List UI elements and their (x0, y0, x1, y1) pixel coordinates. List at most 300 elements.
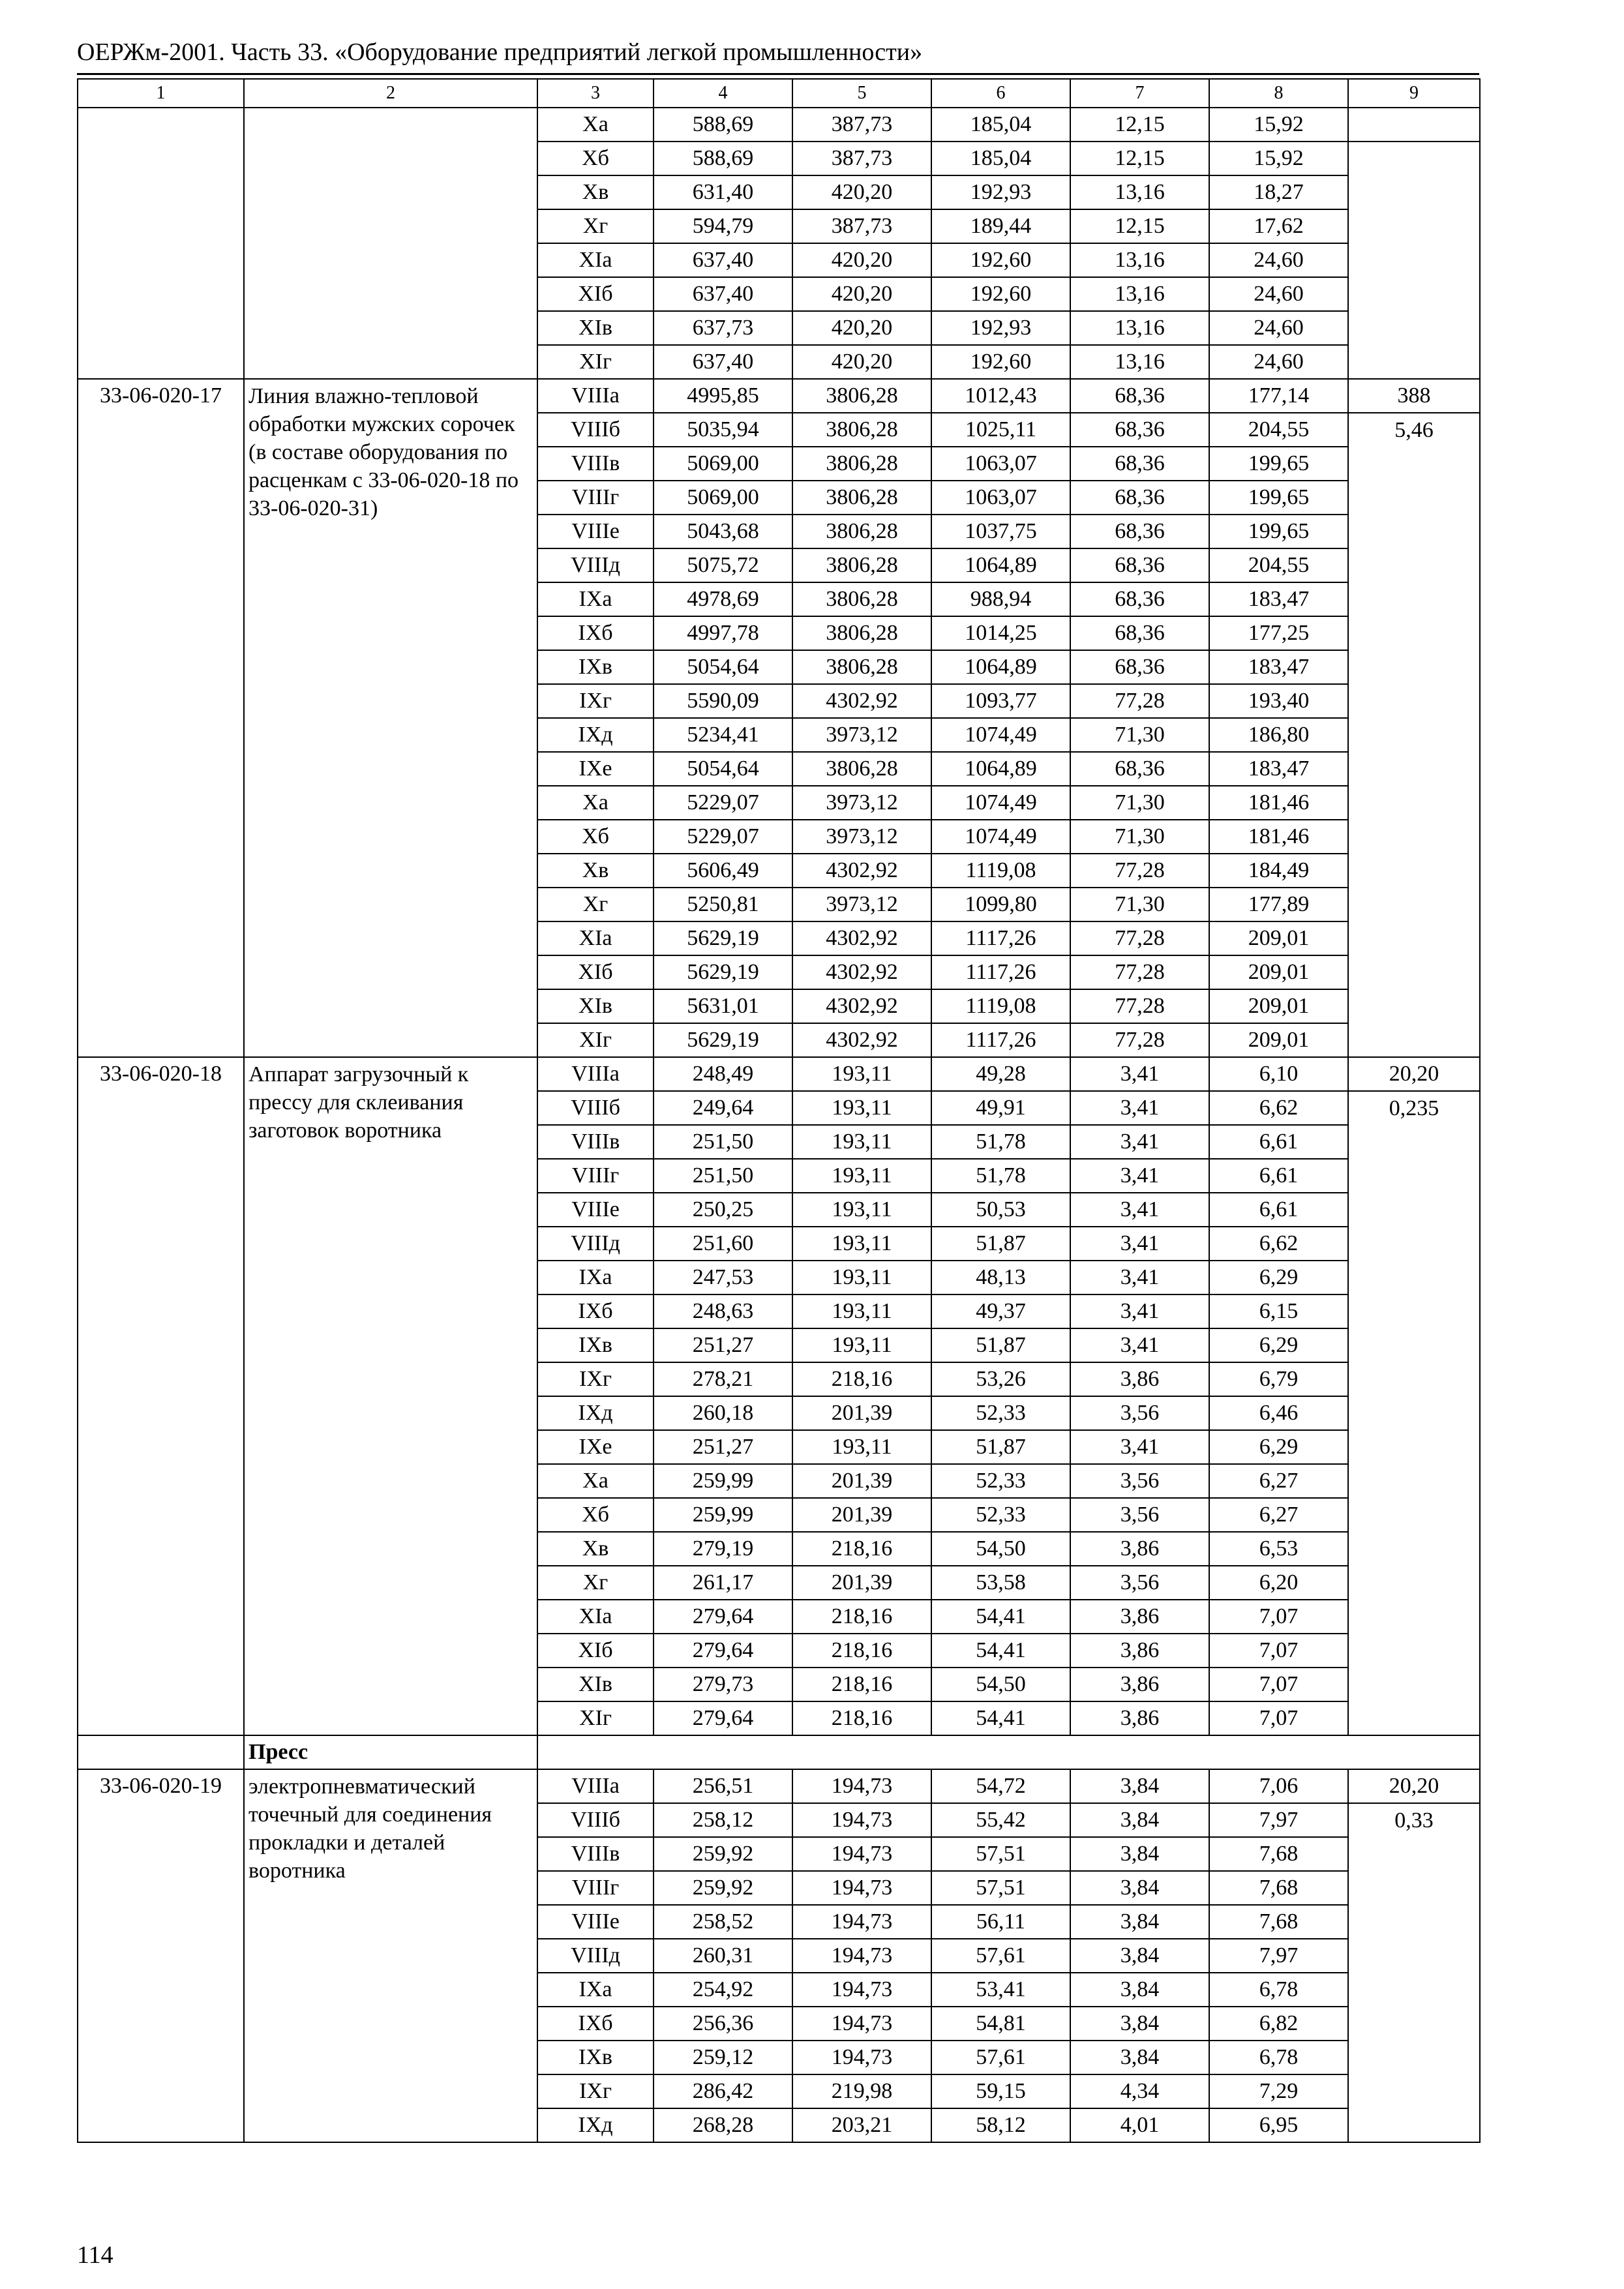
machine-cost-cell: 54,41 (931, 1600, 1070, 1634)
materials-cell: 6,61 (1209, 1193, 1348, 1227)
materials-cell: 209,01 (1209, 955, 1348, 989)
machine-cost-cell: 1064,89 (931, 548, 1070, 582)
empty-cell (1348, 1532, 1480, 1566)
machinist-wage-cell: 68,36 (1070, 413, 1209, 447)
materials-cell: 7,07 (1209, 1668, 1348, 1701)
total-cost-cell: 286,42 (654, 2074, 792, 2108)
materials-cell: 6,78 (1209, 1973, 1348, 2007)
total-cost-cell: 279,19 (654, 1532, 792, 1566)
zone-cell: IXе (537, 752, 654, 786)
wage-cell: 194,73 (792, 1803, 931, 1837)
materials-cell: 6,62 (1209, 1227, 1348, 1261)
total-cost-cell: 4997,78 (654, 616, 792, 650)
total-cost-cell: 5035,94 (654, 413, 792, 447)
empty-cell (1348, 2108, 1480, 2142)
machine-cost-cell: 55,42 (931, 1803, 1070, 1837)
total-cost-cell: 251,50 (654, 1159, 792, 1193)
machinist-wage-cell: 12,15 (1070, 142, 1209, 175)
zone-cell: VIIIе (537, 1193, 654, 1227)
total-cost-cell: 594,79 (654, 209, 792, 243)
total-cost-cell: 256,36 (654, 2007, 792, 2041)
machinist-wage-cell: 3,41 (1070, 1193, 1209, 1227)
wage-cell: 193,11 (792, 1159, 931, 1193)
total-cost-cell: 248,49 (654, 1057, 792, 1091)
zone-cell: VIIIв (537, 1837, 654, 1871)
machine-cost-cell: 1074,49 (931, 718, 1070, 752)
total-cost-cell: 261,17 (654, 1566, 792, 1600)
wage-cell: 3806,28 (792, 413, 931, 447)
wage-cell: 4302,92 (792, 955, 931, 989)
total-cost-cell: 5075,72 (654, 548, 792, 582)
materials-cell: 183,47 (1209, 582, 1348, 616)
empty-cell (1348, 684, 1480, 718)
machine-cost-cell: 50,53 (931, 1193, 1070, 1227)
empty-cell (1348, 1193, 1480, 1227)
wage-cell: 193,11 (792, 1125, 931, 1159)
zone-cell: Xa (537, 108, 654, 142)
materials-cell: 199,65 (1209, 447, 1348, 481)
machine-cost-cell: 192,93 (931, 175, 1070, 209)
wage-cell: 4302,92 (792, 854, 931, 888)
materials-cell: 24,60 (1209, 277, 1348, 311)
total-cost-cell: 5229,07 (654, 786, 792, 820)
materials-cell: 199,65 (1209, 515, 1348, 548)
wage-cell: 218,16 (792, 1600, 931, 1634)
wage-cell: 194,73 (792, 2007, 931, 2041)
empty-cell (1348, 854, 1480, 888)
total-cost-cell: 637,40 (654, 277, 792, 311)
empty-cell (1348, 650, 1480, 684)
total-cost-cell: 258,12 (654, 1803, 792, 1837)
zone-cell: XIa (537, 243, 654, 277)
machinist-wage-cell: 68,36 (1070, 379, 1209, 413)
zone-cell: IXд (537, 2108, 654, 2142)
empty-cell (1348, 2041, 1480, 2074)
wage-cell: 4302,92 (792, 921, 931, 955)
wage-cell: 420,20 (792, 243, 931, 277)
total-cost-cell: 278,21 (654, 1362, 792, 1396)
total-cost-cell: 5250,81 (654, 888, 792, 921)
wage-cell: 3806,28 (792, 752, 931, 786)
total-cost-cell: 260,31 (654, 1939, 792, 1973)
total-cost-cell: 258,52 (654, 1905, 792, 1939)
machinist-wage-cell: 3,86 (1070, 1600, 1209, 1634)
wage-cell: 194,73 (792, 1973, 931, 2007)
zone-cell: IXa (537, 1261, 654, 1294)
machinist-wage-cell: 3,86 (1070, 1634, 1209, 1668)
zone-cell: XIв (537, 989, 654, 1023)
machine-cost-cell: 49,28 (931, 1057, 1070, 1091)
machine-cost-cell: 52,33 (931, 1464, 1070, 1498)
materials-cell: 6,29 (1209, 1430, 1348, 1464)
machinist-wage-cell: 3,84 (1070, 1803, 1209, 1837)
materials-cell: 186,80 (1209, 718, 1348, 752)
weight-cell: 388 (1348, 379, 1480, 413)
total-cost-cell: 631,40 (654, 175, 792, 209)
total-cost-cell: 279,64 (654, 1701, 792, 1735)
materials-cell: 6,29 (1209, 1328, 1348, 1362)
wage-cell: 4302,92 (792, 1023, 931, 1057)
machinist-wage-cell: 77,28 (1070, 921, 1209, 955)
machine-cost-cell: 1117,26 (931, 1023, 1070, 1057)
wage-cell: 3806,28 (792, 481, 931, 515)
materials-cell: 181,46 (1209, 820, 1348, 854)
total-cost-cell: 5043,68 (654, 515, 792, 548)
empty-cell (1348, 888, 1480, 921)
machinist-wage-cell: 13,16 (1070, 277, 1209, 311)
materials-cell: 177,14 (1209, 379, 1348, 413)
machinist-wage-cell: 3,56 (1070, 1464, 1209, 1498)
wage-cell: 193,11 (792, 1227, 931, 1261)
wage-cell: 387,73 (792, 209, 931, 243)
machinist-wage-cell: 3,41 (1070, 1294, 1209, 1328)
empty-cell (1348, 582, 1480, 616)
materials-cell: 6,79 (1209, 1362, 1348, 1396)
wage-cell: 420,20 (792, 175, 931, 209)
materials-cell: 204,55 (1209, 548, 1348, 582)
total-cost-cell: 250,25 (654, 1193, 792, 1227)
zone-cell: IXб (537, 616, 654, 650)
table-row (78, 379, 1480, 413)
zone-cell: Xб (537, 1498, 654, 1532)
zone-cell: VIIIд (537, 548, 654, 582)
materials-cell: 6,95 (1209, 2108, 1348, 2142)
total-cost-cell: 5629,19 (654, 955, 792, 989)
machinist-wage-cell: 3,84 (1070, 1871, 1209, 1905)
zone-cell: XIг (537, 345, 654, 379)
materials-cell: 17,62 (1209, 209, 1348, 243)
total-cost-cell: 5631,01 (654, 989, 792, 1023)
empty-cell (1348, 277, 1480, 311)
zone-cell: VIIIв (537, 1125, 654, 1159)
materials-cell: 7,29 (1209, 2074, 1348, 2108)
total-cost-cell: 5629,19 (654, 921, 792, 955)
machinist-wage-cell: 68,36 (1070, 515, 1209, 548)
machine-cost-cell: 192,93 (931, 311, 1070, 345)
rate-code: 33-06-020-19 (78, 1769, 244, 2142)
column-number: 1 (78, 79, 244, 108)
machine-cost-cell: 53,26 (931, 1362, 1070, 1396)
empty-cell (1348, 1125, 1480, 1159)
zone-cell: IXб (537, 1294, 654, 1328)
rate-code (78, 108, 244, 379)
zone-cell: IXг (537, 2074, 654, 2108)
zone-cell: Xв (537, 854, 654, 888)
wage-cell: 387,73 (792, 108, 931, 142)
total-cost-cell: 251,60 (654, 1227, 792, 1261)
zone-cell: IXг (537, 684, 654, 718)
wage-cell: 3973,12 (792, 888, 931, 921)
wage-cell: 203,21 (792, 2108, 931, 2142)
total-cost-cell: 268,28 (654, 2108, 792, 2142)
total-cost-cell: 279,73 (654, 1668, 792, 1701)
materials-cell: 6,46 (1209, 1396, 1348, 1430)
wage-cell: 420,20 (792, 311, 931, 345)
rates-table (77, 78, 1481, 2143)
materials-cell: 6,15 (1209, 1294, 1348, 1328)
total-cost-cell: 588,69 (654, 142, 792, 175)
wage-cell: 193,11 (792, 1328, 931, 1362)
machine-cost-cell: 988,94 (931, 582, 1070, 616)
wage-cell: 218,16 (792, 1532, 931, 1566)
materials-cell: 6,78 (1209, 2041, 1348, 2074)
machinist-wage-cell: 3,41 (1070, 1159, 1209, 1193)
materials-cell: 183,47 (1209, 752, 1348, 786)
empty-cell (1348, 209, 1480, 243)
empty-cell (1348, 955, 1480, 989)
zone-cell: VIIIд (537, 1939, 654, 1973)
zone-cell: IXд (537, 1396, 654, 1430)
zone-cell: IXб (537, 2007, 654, 2041)
machine-cost-cell: 54,50 (931, 1668, 1070, 1701)
rate-code: 33-06-020-18 (78, 1057, 244, 1735)
total-cost-cell: 5229,07 (654, 820, 792, 854)
zone-cell: Xб (537, 142, 654, 175)
machinist-wage-cell: 77,28 (1070, 854, 1209, 888)
wage-cell: 219,98 (792, 2074, 931, 2108)
machine-cost-cell: 53,41 (931, 1973, 1070, 2007)
materials-cell: 181,46 (1209, 786, 1348, 820)
machine-cost-cell: 1074,49 (931, 820, 1070, 854)
materials-cell: 7,07 (1209, 1634, 1348, 1668)
empty-cell (1348, 1159, 1480, 1193)
empty-cell (1348, 447, 1480, 481)
wage-cell: 3973,12 (792, 718, 931, 752)
materials-cell: 6,27 (1209, 1498, 1348, 1532)
machinist-wage-cell: 3,86 (1070, 1362, 1209, 1396)
empty-cell (1348, 1939, 1480, 1973)
machine-cost-cell: 1119,08 (931, 854, 1070, 888)
machinist-wage-cell: 3,56 (1070, 1566, 1209, 1600)
equipment-name (244, 108, 537, 379)
zone-cell: XIa (537, 1600, 654, 1634)
machinist-wage-cell: 68,36 (1070, 582, 1209, 616)
wage-cell: 3806,28 (792, 548, 931, 582)
zone-cell: Xб (537, 820, 654, 854)
zone-cell: VIIIa (537, 1057, 654, 1091)
zone-cell: XIб (537, 277, 654, 311)
materials-cell: 193,40 (1209, 684, 1348, 718)
wage-cell: 420,20 (792, 277, 931, 311)
machine-cost-cell: 1074,49 (931, 786, 1070, 820)
zone-cell: VIIIе (537, 515, 654, 548)
zone-cell: Xa (537, 786, 654, 820)
materials-cell: 204,55 (1209, 413, 1348, 447)
empty-cell (78, 1735, 244, 1769)
materials-cell: 7,07 (1209, 1600, 1348, 1634)
materials-cell: 24,60 (1209, 345, 1348, 379)
machine-cost-cell: 1063,07 (931, 481, 1070, 515)
total-cost-cell: 5629,19 (654, 1023, 792, 1057)
zone-cell: Xг (537, 888, 654, 921)
materials-cell: 7,68 (1209, 1871, 1348, 1905)
machinist-wage-cell: 77,28 (1070, 989, 1209, 1023)
machine-cost-cell: 51,87 (931, 1430, 1070, 1464)
machinist-wage-cell: 3,84 (1070, 1837, 1209, 1871)
zone-cell: Xв (537, 1532, 654, 1566)
materials-cell: 209,01 (1209, 921, 1348, 955)
wage-cell: 194,73 (792, 1871, 931, 1905)
materials-cell: 7,06 (1209, 1769, 1348, 1803)
empty-cell (1348, 1023, 1480, 1057)
zone-cell: IXв (537, 2041, 654, 2074)
machinist-wage-cell: 3,41 (1070, 1328, 1209, 1362)
machinist-wage-cell: 3,41 (1070, 1261, 1209, 1294)
empty-cell (1348, 616, 1480, 650)
materials-cell: 7,97 (1209, 1803, 1348, 1837)
total-cost-cell: 259,92 (654, 1871, 792, 1905)
total-cost-cell: 251,50 (654, 1125, 792, 1159)
wage-cell: 201,39 (792, 1566, 931, 1600)
total-cost-cell: 5054,64 (654, 752, 792, 786)
zone-cell: Xг (537, 1566, 654, 1600)
total-cost-cell: 254,92 (654, 1973, 792, 2007)
rates-table-body (78, 79, 1480, 2142)
machinist-wage-cell: 68,36 (1070, 650, 1209, 684)
materials-cell: 177,89 (1209, 888, 1348, 921)
empty-cell (1348, 718, 1480, 752)
machinist-wage-cell: 3,84 (1070, 1939, 1209, 1973)
machinist-wage-cell: 68,36 (1070, 447, 1209, 481)
machine-cost-cell: 51,87 (931, 1227, 1070, 1261)
machinist-wage-cell: 3,41 (1070, 1091, 1209, 1125)
zone-cell: IXa (537, 1973, 654, 2007)
wage-cell: 387,73 (792, 142, 931, 175)
zone-cell: IXг (537, 1362, 654, 1396)
materials-cell: 209,01 (1209, 1023, 1348, 1057)
machinist-wage-cell: 3,41 (1070, 1057, 1209, 1091)
machinist-wage-cell: 13,16 (1070, 311, 1209, 345)
total-cost-cell: 251,27 (654, 1328, 792, 1362)
machine-cost-cell: 189,44 (931, 209, 1070, 243)
wage-cell: 193,11 (792, 1294, 931, 1328)
total-cost-cell: 259,12 (654, 2041, 792, 2074)
zone-cell: VIIIa (537, 1769, 654, 1803)
machine-cost-cell: 1119,08 (931, 989, 1070, 1023)
equipment-name: Линия влажно-тепловой обработки мужских сорочек (в составе оборудования по расценкам с 33-06-020-18 по 33-06-020-31) (244, 379, 537, 1057)
wage-cell: 3806,28 (792, 582, 931, 616)
total-cost-cell: 279,64 (654, 1600, 792, 1634)
empty-cell (1348, 1362, 1480, 1396)
materials-cell: 6,20 (1209, 1566, 1348, 1600)
materials-cell: 7,97 (1209, 1939, 1348, 1973)
total-cost-cell: 248,63 (654, 1294, 792, 1328)
materials-cell: 7,68 (1209, 1905, 1348, 1939)
zone-cell: XIa (537, 921, 654, 955)
zone-cell: XIг (537, 1701, 654, 1735)
machinist-wage-cell: 3,41 (1070, 1125, 1209, 1159)
table-row (78, 1769, 1480, 1803)
materials-cell: 6,29 (1209, 1261, 1348, 1294)
wage-cell: 193,11 (792, 1193, 931, 1227)
empty-cell (1348, 1668, 1480, 1701)
wage-cell: 193,11 (792, 1057, 931, 1091)
wage-cell: 201,39 (792, 1396, 931, 1430)
machinist-wage-cell: 3,84 (1070, 2041, 1209, 2074)
machinist-wage-cell: 12,15 (1070, 108, 1209, 142)
machinist-wage-cell: 4,01 (1070, 2108, 1209, 2142)
total-cost-cell: 4995,85 (654, 379, 792, 413)
machine-cost-cell: 51,78 (931, 1125, 1070, 1159)
zone-cell: IXв (537, 1328, 654, 1362)
total-cost-cell: 637,40 (654, 345, 792, 379)
empty-cell (1348, 1396, 1480, 1430)
machine-cost-cell: 52,33 (931, 1396, 1070, 1430)
machine-cost-cell: 1064,89 (931, 650, 1070, 684)
materials-cell: 6,10 (1209, 1057, 1348, 1091)
machinist-wage-cell: 3,86 (1070, 1532, 1209, 1566)
materials-cell: 177,25 (1209, 616, 1348, 650)
total-cost-cell: 259,92 (654, 1837, 792, 1871)
wage-cell: 194,73 (792, 1769, 931, 1803)
total-cost-cell: 4978,69 (654, 582, 792, 616)
zone-cell: VIIIб (537, 413, 654, 447)
machinist-wage-cell: 4,34 (1070, 2074, 1209, 2108)
materials-cell: 184,49 (1209, 854, 1348, 888)
machine-cost-cell: 54,81 (931, 2007, 1070, 2041)
empty-cell (1348, 1566, 1480, 1600)
machinist-wage-cell: 3,56 (1070, 1498, 1209, 1532)
materials-cell: 24,60 (1209, 243, 1348, 277)
zone-cell: IXa (537, 582, 654, 616)
wage-cell: 3806,28 (792, 650, 931, 684)
machinist-wage-cell: 3,84 (1070, 1769, 1209, 1803)
materials-cell: 24,60 (1209, 311, 1348, 345)
materials-cell: 6,61 (1209, 1159, 1348, 1193)
empty-cell (1348, 1464, 1480, 1498)
empty-cell (1348, 1905, 1480, 1939)
zone-cell: VIIIг (537, 1871, 654, 1905)
zone-cell: IXд (537, 718, 654, 752)
total-cost-cell: 588,69 (654, 108, 792, 142)
machine-cost-cell: 1037,75 (931, 515, 1070, 548)
materials-cell: 199,65 (1209, 481, 1348, 515)
total-cost-cell: 5606,49 (654, 854, 792, 888)
wage-cell: 218,16 (792, 1362, 931, 1396)
machinist-wage-cell: 71,30 (1070, 820, 1209, 854)
zone-cell: IXе (537, 1430, 654, 1464)
materials-cell: 6,61 (1209, 1125, 1348, 1159)
empty-cell (1348, 1600, 1480, 1634)
empty-cell (1348, 1837, 1480, 1871)
machine-cost-cell: 1014,25 (931, 616, 1070, 650)
total-cost-cell: 5069,00 (654, 481, 792, 515)
weight-cell: 20,20 (1348, 1057, 1480, 1091)
total-cost-cell: 5054,64 (654, 650, 792, 684)
zone-cell: VIIIв (537, 447, 654, 481)
wage-cell: 201,39 (792, 1464, 931, 1498)
materials-cell: 6,27 (1209, 1464, 1348, 1498)
empty-cell (1348, 1701, 1480, 1735)
machinist-wage-cell: 3,86 (1070, 1701, 1209, 1735)
total-cost-cell: 259,99 (654, 1464, 792, 1498)
empty-cell (1348, 175, 1480, 209)
empty-cell (1348, 1294, 1480, 1328)
total-cost-cell: 5069,00 (654, 447, 792, 481)
machinist-wage-cell: 12,15 (1070, 209, 1209, 243)
zone-cell: VIIIг (537, 1159, 654, 1193)
total-cost-cell: 5590,09 (654, 684, 792, 718)
column-number: 4 (654, 79, 792, 108)
column-number: 7 (1070, 79, 1209, 108)
machinist-wage-cell: 3,84 (1070, 1973, 1209, 2007)
machine-cost-cell: 192,60 (931, 345, 1070, 379)
wage-cell: 201,39 (792, 1498, 931, 1532)
wage-cell: 193,11 (792, 1091, 931, 1125)
machine-cost-cell: 57,51 (931, 1837, 1070, 1871)
empty-cell (1348, 243, 1480, 277)
machinist-wage-cell: 3,41 (1070, 1227, 1209, 1261)
